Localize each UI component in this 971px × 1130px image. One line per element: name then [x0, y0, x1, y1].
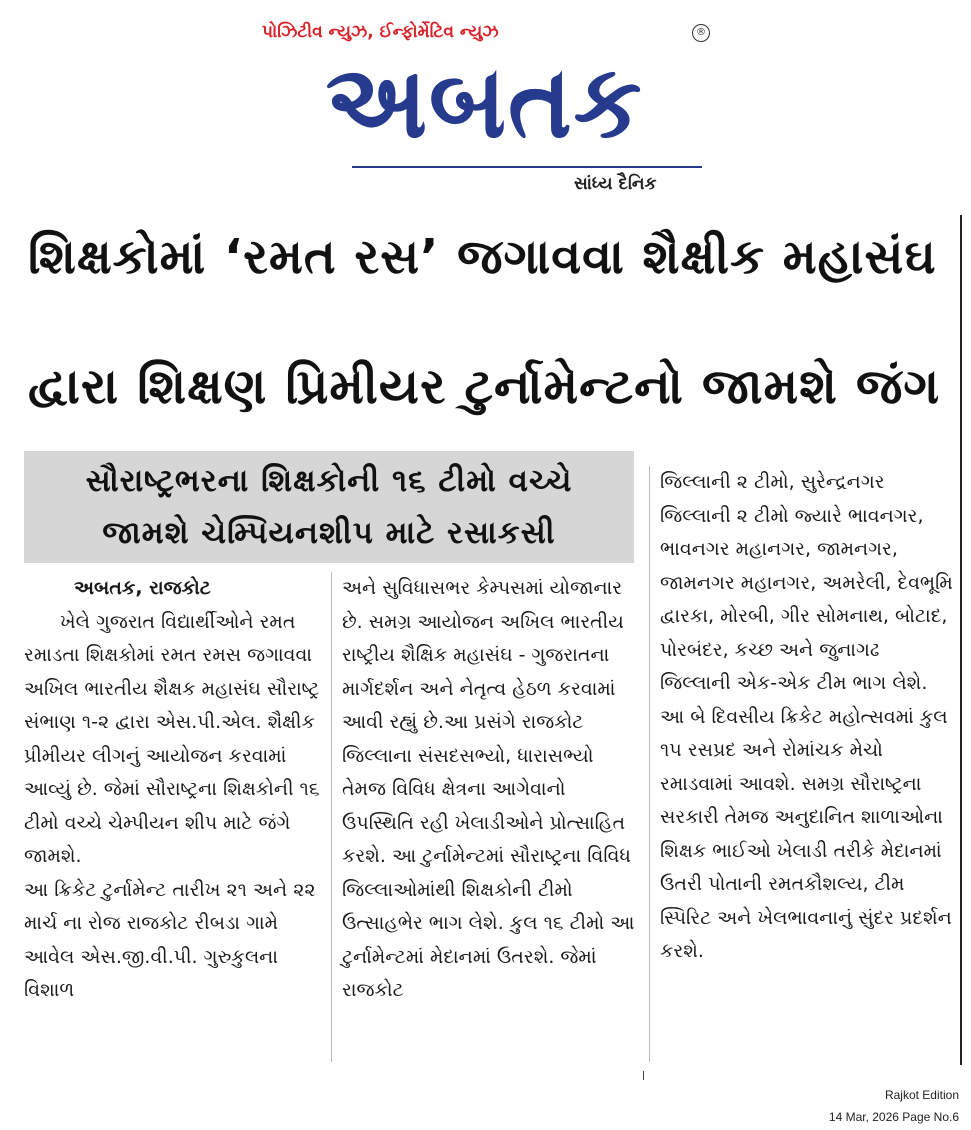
article-column-3 [660, 466, 956, 969]
headline-line-1: શિક્ષકોમાં ‘રમત રસ’ જગાવવા શૈક્ષીક મહાસંઘ [28, 229, 937, 285]
article-column-2 [342, 572, 638, 1008]
subheadline-line-1: સૌરાષ્ટ્રભરના શિક્ષકોની ૧૬ ટીમો વચ્ચે [85, 463, 573, 499]
article-dateline: અબતક, રાજકોટ [74, 577, 211, 599]
masthead [262, 18, 712, 208]
headline-line-2: દ્વારા શિક્ષણ પ્રિમીયર ટુર્નામેન્ટનો જામશે જંગ [28, 358, 941, 415]
article-column-2-text: અને સુવિધાસભર કેમ્પસમાં યોજાનાર છે. સમગ્ર આયોજન અખિલ ભારતીય રાષ્ટ્રીય શૈક્ષિક મહાસંઘ - ગુજરાતના માર્ગદર્શન અને નેતૃત્વ હેઠળ કરવામાં આવી રહ્યું છે.આ પ્રસંગે રાજકોટ જિલ્લાના સંસદસભ્યો, ધારાસભ્યો તેમજ વિવિધ ક્ષેત્રના આગેવાનો ઉપસ્થિતિ રહી ખેલાડીઓને પ્રોત્સાહિત કરશે. આ ટુર્નામેન્ટમાં સૌરાષ્ટ્રના વિવિધ જિલ્લાઓમાંથી શિક્ષકોની ટીમો ઉત્સાહભેર ભાગ લેશે. કુલ ૧૬ ટીમો આ ટુર્નામેન્ટમાં મેદાનમાં ઉતરશે. જેમાં રાજકોટ [342, 577, 635, 1001]
newspaper-logo: અબતક [325, 43, 644, 161]
page-tick-mark [643, 1071, 644, 1080]
subheadline-box [24, 451, 634, 563]
masthead-subline: સાંધ્ય દૈનિક [574, 174, 657, 194]
article-column-1 [24, 572, 320, 1008]
column-divider-2 [649, 466, 650, 1062]
edition-name: Rajkot Edition [884, 1088, 959, 1102]
article-column-3-text: જિલ્લાની ૨ ટીમો, સુરેન્દ્રનગર જિલ્લાની ૨ ટીમો જ્યારે ભાવનગર, ભાવનગર મહાનગર, જામનગર, જામનગર મહાનગર, અમરેલી, દેવભૂમિ દ્વારકા, મોરબી, ગીર સોમનાથ, બોટાદ, પોરબંદર, કચ્છ અને જુનાગઢ જિલ્લાની એક-એક ટીમ ભાગ લેશે. આ બે દિવસીય ક્રિકેટ મહોત્સવમાં કુલ ૧૫ રસપ્રદ અને રોમાંચક મેચો રમાડવામાં આવશે. સમગ્ર સૌરાષ્ટ્રના સરકારી તેમજ અનુદાનિત શાળાઓના શિક્ષક ભાઈઓ ખેલાડી તરીકે મેદાનમાં ઉતરી પોતાની રમતકૌશલ્ય, ટીમ સ્પિરિટ અને ખેલભાવનાનું સુંદર પ્રદર્શન કરશે. [660, 471, 953, 962]
page-edge-rule [960, 215, 962, 1065]
edition-info [829, 1084, 959, 1128]
edition-date-page: 14 Mar, 2026 Page No.6 [828, 1110, 959, 1124]
logo-underline [352, 166, 702, 168]
column-divider-1 [331, 572, 332, 1062]
registered-mark: ® [692, 24, 710, 42]
article-column-1-text: ખેલે ગુજરાત વિદ્યાર્થીઓને રમત રમાડતા શિક્ષકોમાં રમત રમસ જગાવવા અખિલ ભારતીય શૈક્ષક મહાસંઘ સૌરાષ્ટ્ર સંભાણ ૧-૨ દ્વારા એસ.પી.એલ. શૈક્ષીક પ્રીમીયર લીગનું આયોજન કરવામાં આવ્યું છે. જેમાં સૌરાષ્ટ્રના શિક્ષકોની ૧૬ ટીમો વચ્ચે ચેમ્પીયન શીપ માટે જંગે જામશે. આ ક્રિકેટ ટુર્નામેન્ટ તારીખ ૨૧ અને ૨૨ માર્ચ ના રોજ રાજકોટ રીબડા ગામે આવેલ એસ.જી.વી.પી. ગુરુકુલના વિશાળ [24, 610, 320, 1001]
masthead-tagline: પોઝિટીવ ન્યુઝ, ઈન્ફોર્મેટિવ ન્યુઝ [262, 22, 499, 42]
subheadline-line-2: જામશે ચેમ્પિયનશીપ માટે રસાકસી [102, 515, 556, 551]
